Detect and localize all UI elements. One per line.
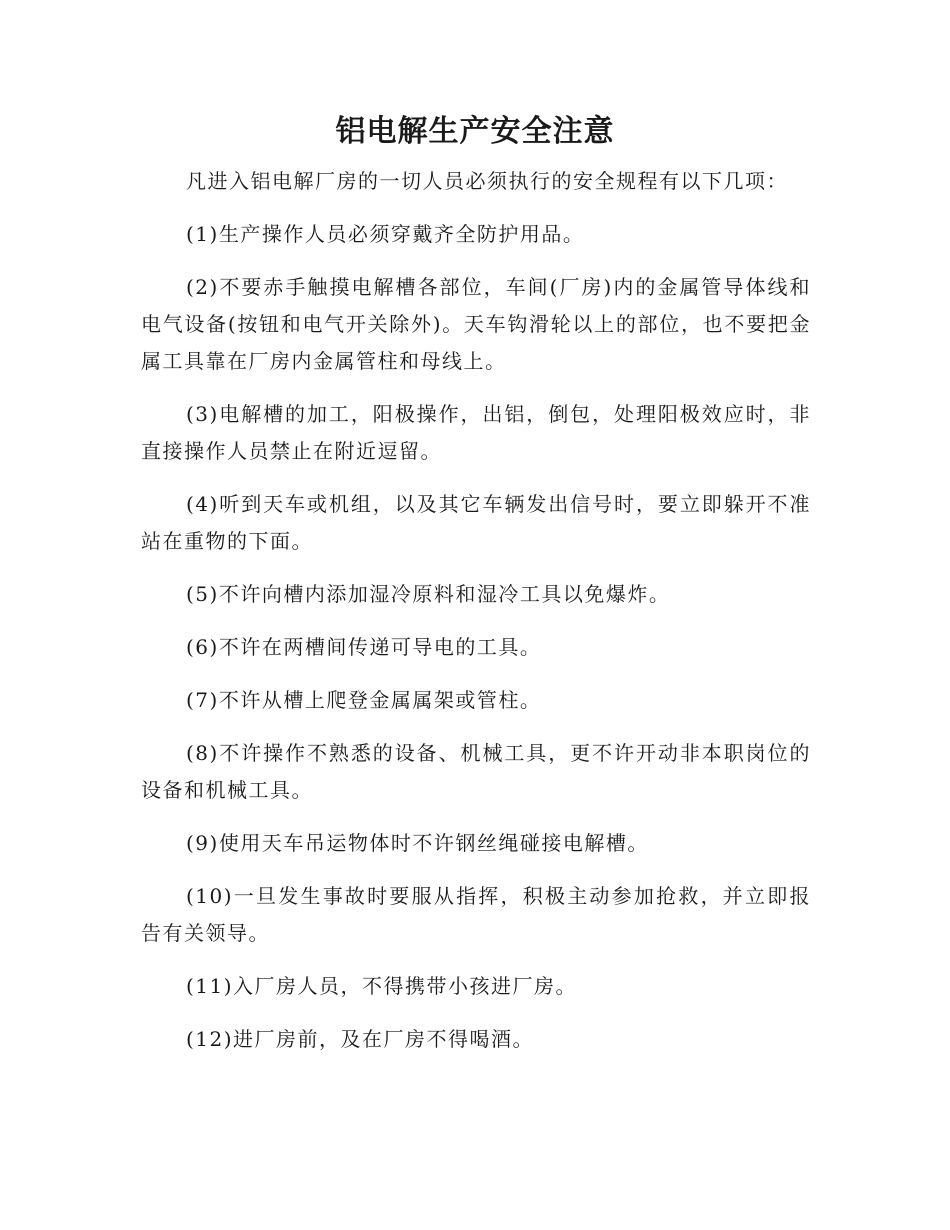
rule-3: (3)电解槽的加工，阳极操作，出铝，倒包，处理阳极效应时，非直接操作人员禁止在附近逗留。 (141, 402, 811, 463)
rule-7: (7)不许从槽上爬登金属属架或管柱。 (186, 688, 542, 712)
document-body (141, 163, 811, 1074)
rule-6: (6)不许在两槽间传递可导电的工具。 (186, 635, 542, 659)
document-title: 铝电解生产安全注意 (335, 114, 615, 149)
rule-10: (10)一旦发生事故时要服从指挥，积极主动参加抢救，并立即报告有关领导。 (141, 884, 811, 945)
rule-8: (8)不许操作不熟悉的设备、机械工具，更不许开动非本职岗位的设备和机械工具。 (141, 741, 811, 802)
rule-12: (12)进厂房前，及在厂房不得喝酒。 (186, 1027, 535, 1051)
rule-11: (11)入厂房人员，不得携带小孩进厂房。 (186, 974, 578, 998)
rule-5: (5)不许向槽内添加湿冷原料和湿冷工具以免爆炸。 (186, 582, 671, 606)
rule-9: (9)使用天车吊运物体时不许钢丝绳碰接电解槽。 (186, 831, 649, 855)
intro-paragraph: 凡进入铝电解厂房的一切人员必须执行的安全规程有以下几项： (186, 169, 788, 193)
rule-2: (2)不要赤手触摸电解槽各部位，车间(厂房)内的金属管导体线和电气设备(按钮和电气开关除外)。天车钩滑轮以上的部位，也不要把金属工具靠在厂房内金属管柱和母线上。 (141, 275, 811, 373)
rule-4: (4)听到天车或机组，以及其它车辆发出信号时，要立即躲开不准站在重物的下面。 (141, 492, 811, 553)
rule-1: (1)生产操作人员必须穿戴齐全防护用品。 (186, 222, 585, 246)
